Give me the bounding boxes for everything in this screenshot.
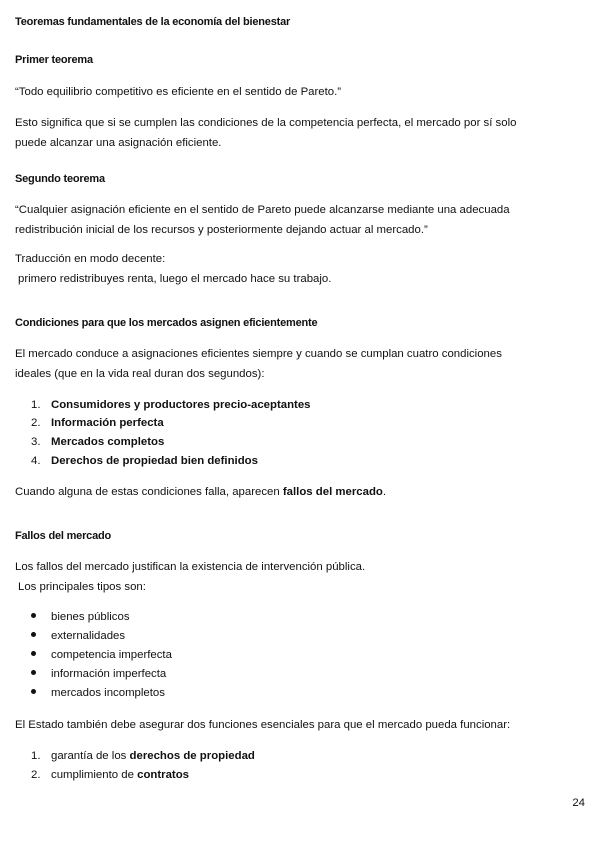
failure-type-item: [15, 646, 555, 665]
conditions-intro: [15, 345, 575, 384]
failure-type-item: [15, 608, 555, 627]
text-span: garantía de los: [51, 750, 130, 762]
state-function-item: [15, 766, 555, 785]
condition-item: [15, 414, 555, 433]
state-function-item: [15, 747, 555, 766]
failure-type-text: externalidades: [51, 630, 126, 642]
conditions-outro: [15, 483, 575, 503]
text-line: puede alcanzar una asignación eficiente.: [15, 136, 222, 149]
text-line: El mercado conduce a asignaciones eficientes siempre y cuando se cumplan cuatro condiciones: [15, 348, 502, 360]
failure-type-item: [15, 684, 555, 703]
bullet-icon: [31, 665, 51, 684]
state-function-text: [51, 747, 255, 766]
second-theorem-translation: [15, 250, 575, 289]
text-span: Cuando alguna de estas condiciones falla, aparecen: [15, 486, 283, 498]
failure-type-text: bienes públicos: [51, 611, 130, 623]
list-number: 1.: [31, 750, 41, 762]
first-theorem-explanation: [15, 114, 575, 153]
list-number: 4.: [31, 455, 41, 467]
failure-type-item: [15, 627, 555, 646]
list-number: 2.: [31, 769, 41, 781]
failure-type-text: competencia imperfecta: [51, 649, 172, 661]
text-line: primero redistribuyes renta, luego el mercado hace su trabajo.: [18, 272, 332, 285]
failure-type-text: información imperfecta: [51, 668, 167, 680]
emphasis: contratos: [137, 769, 190, 781]
condition-text: Mercados completos: [51, 436, 165, 448]
bullet-icon: [31, 608, 51, 627]
condition-text: Consumidores y productores precio-aceptantes: [51, 399, 311, 411]
market-failures-term: fallos del mercado: [282, 486, 383, 498]
failure-type-text: mercados incompletos: [51, 687, 165, 699]
text-line: Traducción en modo decente:: [15, 253, 166, 265]
text-line: redistribución inicial de los recursos y posteriormente dejando actuar al mercado.”: [15, 223, 428, 236]
text-line: Los principales tipos son:: [18, 580, 146, 593]
document-title: Teoremas fundamentales de la economía del bienestar: [15, 16, 291, 28]
list-number: 2.: [31, 417, 41, 429]
text-line: Los fallos del mercado justifican la existencia de intervención pública.: [15, 561, 366, 573]
list-number: 1.: [31, 399, 41, 411]
second-theorem-heading: Segundo teorema: [15, 173, 105, 185]
emphasis: derechos de propiedad: [129, 750, 255, 762]
text-line: ideales (que en la vida real duran dos segundos):: [15, 367, 265, 380]
first-theorem-heading: Primer teorema: [15, 54, 93, 66]
failure-type-item: [15, 665, 555, 684]
conditions-heading: Condiciones para que los mercados asignen eficientemente: [15, 317, 318, 329]
bullet-icon: [31, 684, 51, 703]
text-line: “Cualquier asignación eficiente en el sentido de Pareto puede alcanzarse mediante una adecuada: [15, 204, 510, 216]
first-theorem-quote: “Todo equilibrio competitivo es eficiente en el sentido de Pareto.”: [15, 86, 342, 98]
condition-item: [15, 396, 555, 415]
bullet-icon: [31, 627, 51, 646]
condition-item: [15, 452, 555, 471]
list-number: 3.: [31, 436, 41, 448]
second-theorem-quote: [15, 201, 575, 240]
condition-item: [15, 433, 555, 452]
market-failures-intro: [15, 558, 575, 597]
market-failures-heading: Fallos del mercado: [15, 530, 112, 542]
state-functions-intro: El Estado también debe asegurar dos funciones esenciales para que el mercado pueda funcionar:: [15, 719, 511, 731]
state-function-text: [51, 766, 189, 785]
condition-text: Derechos de propiedad bien definidos: [51, 455, 258, 467]
text-span: .: [382, 486, 387, 498]
condition-text: Información perfecta: [51, 417, 164, 429]
text-line: Esto significa que si se cumplen las condiciones de la competencia perfecta, el mercado por sí solo: [15, 117, 517, 129]
page-number: 24: [572, 797, 585, 809]
bullet-icon: [31, 646, 51, 665]
text-span: cumplimiento de: [51, 769, 138, 781]
